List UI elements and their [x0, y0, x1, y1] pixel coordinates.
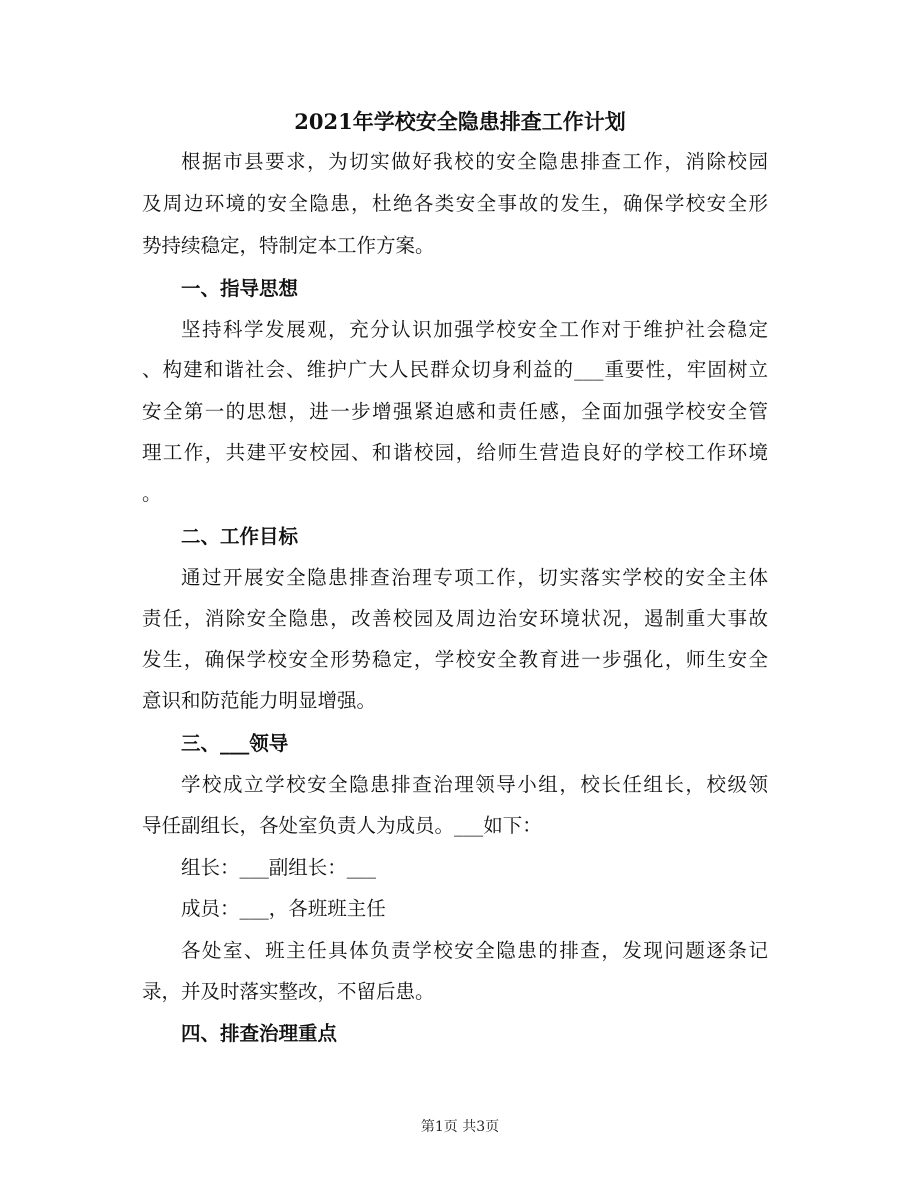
intro-line-1: 根据市县要求，为切实做好我校的安全隐患排查工作，消除校园 — [181, 150, 768, 173]
section1-line-3: 安全第一的思想，进一步增强紧迫感和责任感，全面加强学校安全管 — [142, 400, 768, 423]
intro-line-2: 及周边环境的安全隐患，杜绝各类安全事故的发生，确保学校安全形 — [142, 192, 768, 215]
leader-line: 组长：___副组长：___ — [181, 856, 377, 879]
section1-line-5: 。 — [142, 482, 162, 505]
section-heading-work-goals: 二、工作目标 — [181, 525, 299, 548]
section1-line-1: 坚持科学发展观，充分认识加强学校安全工作对于维护社会稳定 — [181, 318, 768, 341]
duty-line-2: 录，并及时落实整改，不留后患。 — [142, 980, 435, 1003]
section-heading-guiding-ideology: 一、指导思想 — [181, 277, 299, 300]
section2-line-3: 发生，确保学校安全形势稳定，学校安全教育进一步强化，师生安全 — [142, 648, 768, 671]
intro-line-3: 势持续稳定，特制定本工作方案。 — [142, 234, 435, 257]
section-heading-inspection-focus: 四、排查治理重点 — [181, 1022, 338, 1045]
section2-line-1: 通过开展安全隐患排查治理专项工作，切实落实学校的安全主体 — [181, 566, 768, 589]
member-line: 成员：___，各班班主任 — [181, 897, 386, 920]
section3-line-1: 学校成立学校安全隐患排查治理领导小组，校长任组长，校级领 — [181, 773, 768, 796]
duty-line-1: 各处室、班主任具体负责学校安全隐患的排查，发现问题逐条记 — [181, 939, 768, 962]
page-number: 第1页 共3页 — [420, 1119, 500, 1135]
section2-line-2: 责任，消除安全隐患，改善校园及周边治安环境状况，遏制重大事故 — [142, 607, 768, 630]
section-heading-leadership: 三、___领导 — [181, 732, 289, 755]
section1-line-4: 理工作，共建平安校园、和谐校园，给师生营造良好的学校工作环境 — [142, 441, 768, 464]
section1-line-2: 、构建和谐社会、维护广大人民群众切身利益的___重要性，牢固树立 — [142, 358, 768, 381]
section3-line-2: 导任副组长，各处室负责人为成员。___如下： — [142, 814, 542, 837]
document-title: 2021年学校安全隐患排查工作计划 — [294, 109, 626, 134]
section2-line-4: 意识和防范能力明显增强。 — [142, 689, 377, 712]
